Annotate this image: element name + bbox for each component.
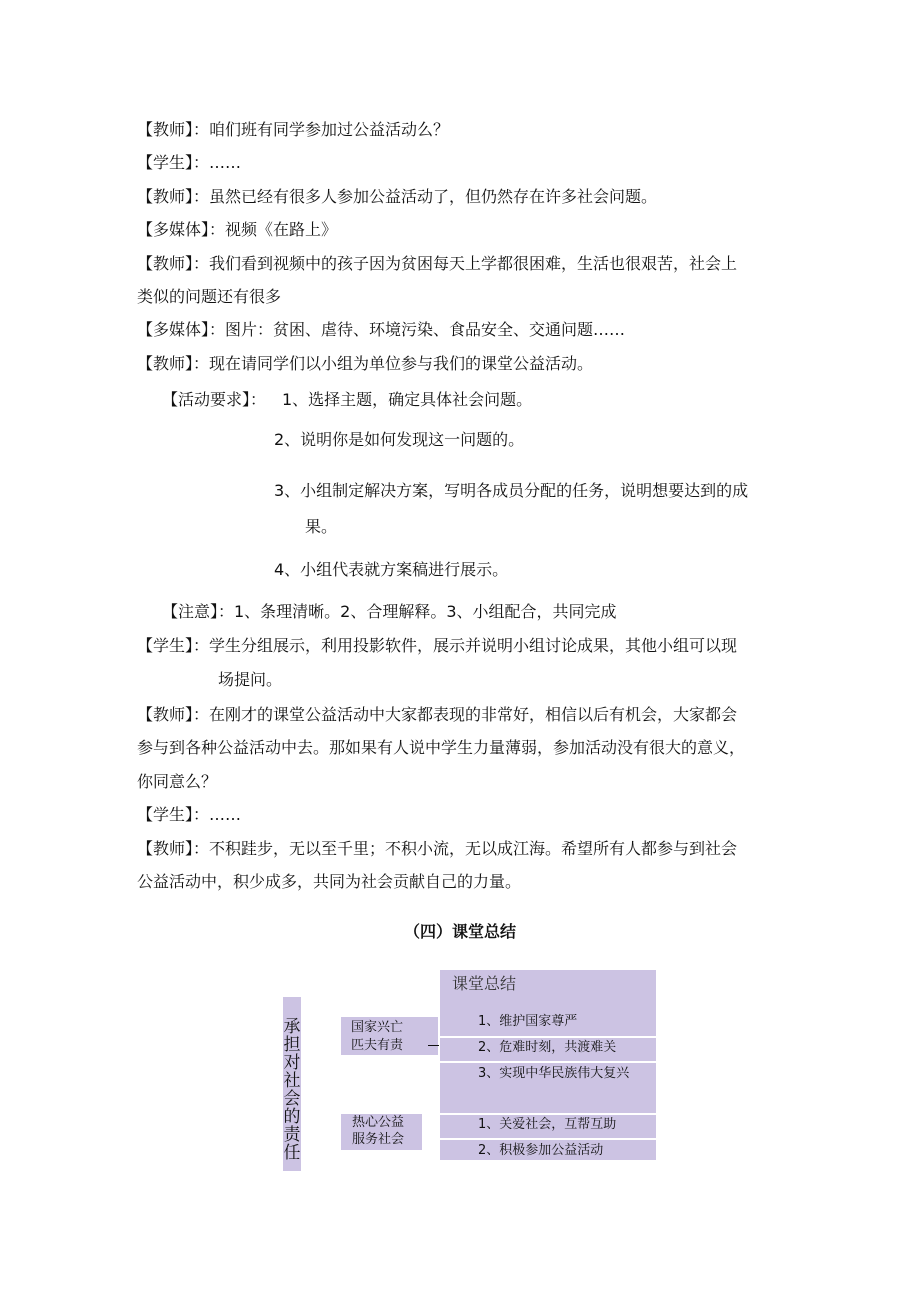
summary-item: 1、维护国家尊严 — [478, 1014, 578, 1029]
dialogue-line: 场提问。 — [218, 670, 283, 689]
dialogue-line: 【教师】：我们看到视频中的孩子因为贫困每天上学都很困难，生活也很艰苦，社会上 — [137, 254, 738, 273]
dialogue-line: 类似的问题还有很多 — [137, 287, 282, 306]
dialogue-line: 【教师】：咱们班有同学参加过公益活动么？ — [137, 120, 450, 139]
branch1-label: 国家兴亡 — [351, 1020, 404, 1035]
branch2-label: 服务社会 — [352, 1132, 405, 1147]
dialogue-line: 【学生】：…… — [137, 805, 242, 824]
requirement-item: 2、说明你是如何发现这一问题的。 — [274, 430, 525, 449]
notes-line: 【注意】：1、条理清晰。2、合理解释。3、小组配合，共同完成 — [162, 602, 617, 621]
dialogue-line: 【多媒体】：视频《在路上》 — [137, 220, 338, 239]
summary-separator — [440, 1113, 656, 1115]
requirement-item: 3、小组制定解决方案，写明各成员分配的任务，说明想要达到的成 — [274, 481, 749, 500]
branch2-label: 热心公益 — [352, 1115, 405, 1130]
summary-item: 2、危难时刻，共渡难关 — [478, 1040, 617, 1055]
requirement-item: 4、小组代表就方案稿进行展示。 — [274, 560, 509, 579]
dialogue-line: 【教师】：虽然已经有很多人参加公益活动了，但仍然存在许多社会问题。 — [137, 187, 658, 206]
dialogue-line: 【多媒体】：图片：贫困、虐待、环境污染、食品安全、交通问题…… — [137, 320, 626, 339]
dialogue-line: 【学生】：…… — [137, 153, 242, 172]
root-label: 承担对社会的责任 — [283, 1017, 301, 1163]
requirement-item: 1、选择主题，确定具体社会问题。 — [282, 390, 533, 409]
dialogue-line: 你同意么？ — [137, 772, 218, 791]
dialogue-line: 【教师】：现在请同学们以小组为单位参与我们的课堂公益活动。 — [137, 354, 594, 373]
section-title: （四）课堂总结 — [404, 922, 517, 941]
summary-separator — [440, 1138, 656, 1140]
summary-separator — [440, 1061, 656, 1063]
dialogue-line: 【教师】：在刚才的课堂公益活动中大家都表现的非常好，相信以后有机会，大家都会 — [137, 705, 738, 724]
dialogue-line: 公益活动中，积少成多，共同为社会贡献自己的力量。 — [137, 872, 522, 891]
branch1-label: 匹夫有责 — [351, 1038, 404, 1053]
dialogue-line: 参与到各种公益活动中去。那如果有人说中学生力量薄弱，参加活动没有很大的意义， — [137, 738, 746, 757]
requirements-label: 【活动要求】： — [162, 390, 267, 409]
summary-item: 3、实现中华民族伟大复兴 — [478, 1066, 630, 1081]
summary-title: 课堂总结 — [452, 974, 517, 993]
dialogue-line: 【学生】：学生分组展示，利用投影软件，展示并说明小组讨论成果，其他小组可以现 — [137, 636, 738, 655]
summary-item: 1、关爱社会，互帮互助 — [478, 1117, 617, 1132]
requirement-item: 果。 — [305, 517, 338, 536]
branch1-connector — [428, 1045, 439, 1046]
summary-separator — [440, 1036, 656, 1038]
dialogue-line: 【教师】：不积跬步，无以至千里；不积小流，无以成江海。希望所有人都参与到社会 — [137, 839, 738, 858]
summary-item: 2、积极参加公益活动 — [478, 1143, 604, 1158]
